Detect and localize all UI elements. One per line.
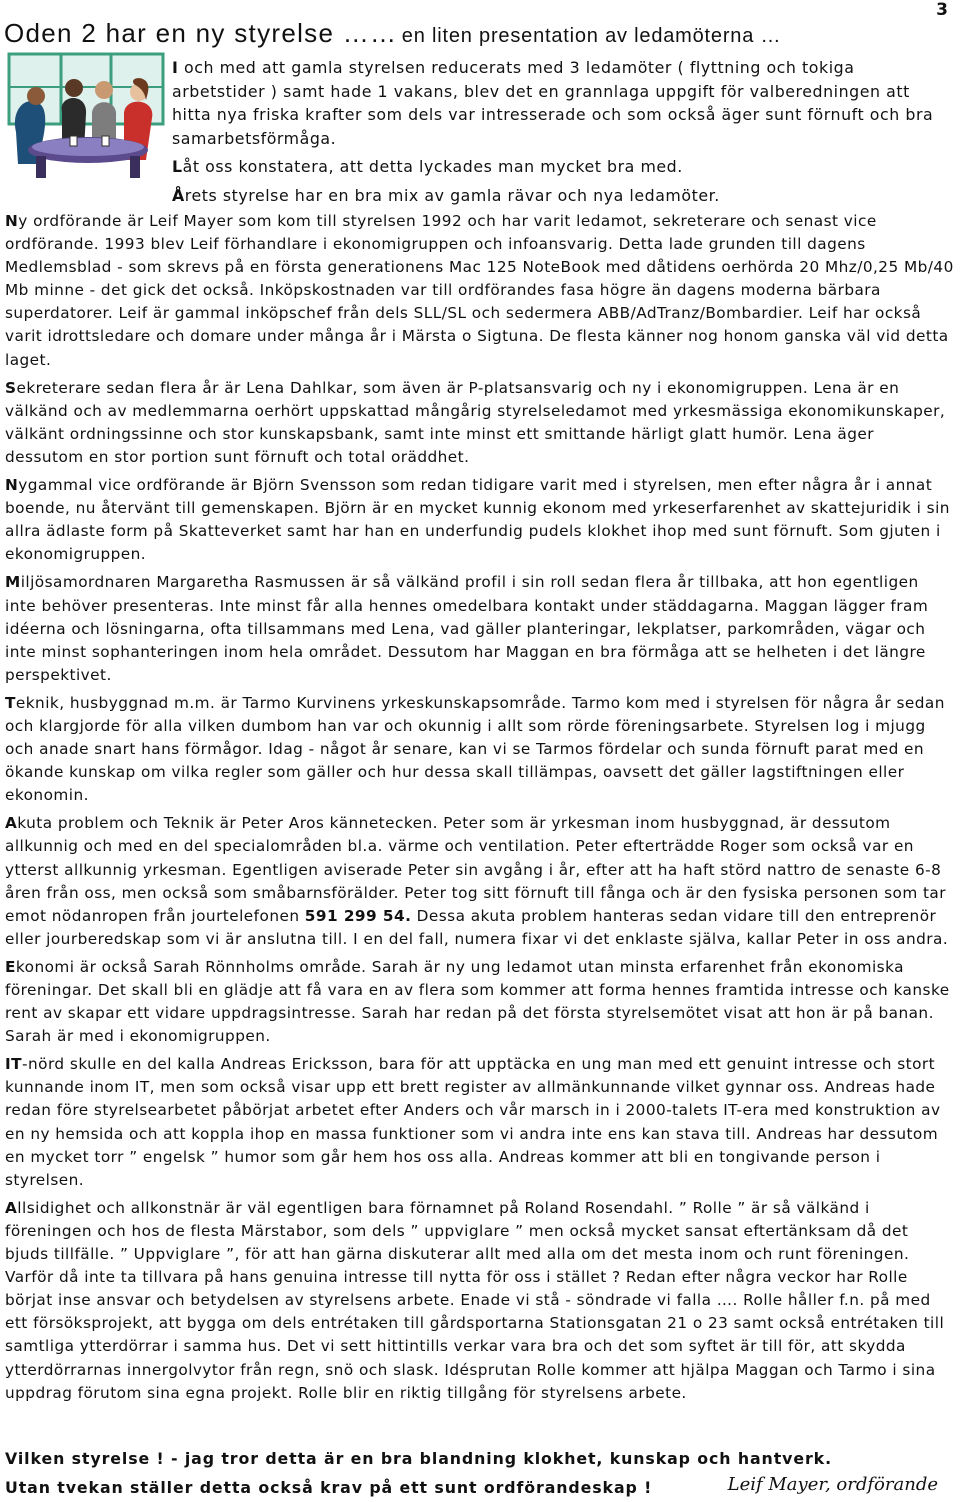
paragraph-environment: Miljösamordnaren Margaretha Rasmussen är så välkänd profil i sin roll sedan flera år tillbaka, att hon egentligen inte behöver presenteras. Inte minst får alla hennes omedelbara kontakt under städdagarna. Maggan lägger fram idéerna och lösningarna, ofta tillsammans med Lena, vad gäller planteringar, lekplatser, parkområden, vägar och inte minst sophanteringen inom hela området. Dessutom har Maggan en bra förmåga att se helheten i det längre perspektivet.	[5, 573, 929, 684]
paragraph-secretary: Sekreterare sedan flera år är Lena Dahlkar, som även är P-platsansvarig och ny i ekonomigruppen. Lena är en välkänd och av medlemmarna oerhört uppskattad mångårig styrelseledamot med yrkesmässiga ekonomikunskaper, välkänt ordningssinne och stor kunskapsbank, samt inte minst ett smittande härligt glatt humör. Lena äger dessutom en stor portion sunt förnuft och total oräddhet.	[5, 378, 946, 466]
intro-paragraph: I och med att gamla styrelsen reducerats med 3 ledamöter ( flyttning och tokiga arbetstider ) samt hade 1 vakans, blev det en grannlaga uppgift för valberedningen att hitta nya friska krafter som dels var intresserade och som också äger sunt förnuft och bra samarbetsförmåga.	[172, 58, 934, 148]
meeting-illustration	[6, 52, 166, 180]
paragraph-chairman: Ny ordförande är Leif Mayer som kom till styrelsen 1992 och har varit ledamot, sekreterare och senast vice ordförande. 1993 blev Leif förhandlare i ekonomigruppen och infoansvarig. Detta lade grunden till dagens Medlemsblad - som skrevs på en första generationens Mac 125 NoteBook med dåtidens oerhörda 20 Mhz/0,25 Mb/40 Mb minne - det gick det också. Inköpskostnaden var till ordförandes fasa högre än dagens moderna bärbara superdatorer. Leif är gammal inköpschef från dels SLL/SL och sedermera ABB/AdTranz/Bombardier. Leif har också varit idrottsledare och domare under många år i Märsta o Sigtuna. De flesta känner nog honom ganska väl vid detta laget.	[5, 212, 954, 369]
intro-paragraph: Låt oss konstatera, att detta lyckades man mycket bra med.	[172, 157, 683, 176]
intro-paragraph: Årets styrelse har en bra mix av gamla rävar och nya ledamöter.	[172, 185, 720, 205]
closing-line-2: Utan tvekan ställer detta också krav på ett sunt ordförandeskap !	[5, 1478, 653, 1497]
title-main: Oden 2 har en ny styrelse ……	[4, 18, 398, 48]
page-number: 3	[936, 0, 948, 20]
paragraph-technology: Teknik, husbyggnad m.m. är Tarmo Kurvinens yrkeskunskapsområde. Tarmo kom med i styrelsen för några år sedan och klargjorde för alla vilken dumbom han var och okunnig i allt som rörde föreningsarbete. Styrelsen log i mjugg och anade snart hans förmågor. Idag - något år senare, kan vi se Tarmos fördelar och sunda förnuft parat med en ökande kunskap om vilka regler som gäller och hur dessa skall tillämpas, oavsett det gäller lagstiftningen eller ekonomin.	[5, 693, 945, 805]
page-title	[4, 18, 781, 49]
paragraph-it: IT-nörd skulle en del kalla Andreas Ericksson, bara för att upptäcka en ung man med ett genuint intresse och stort kunnande inom IT, men som också visar upp ett brett register av allmänkunnande vilket gynnar oss. Andreas hade redan före styrelsearbetet påbörjat arbetet efter Anders och vår marsch in i 2000-talets IT-era med konstruktion av en ny hemsida och att koppla ihop en massa funktioner som vi andra inte ens kan stava till. Andreas har dessutom en mycket torr ” engelsk ” humor som går hem hos oss alla. Andreas kommer att bli en tongivande person i styrelsen.	[5, 1055, 941, 1189]
title-subtitle: en liten presentation av ledamöterna …	[401, 25, 782, 47]
on-call-phone-number: 591 299 54.	[304, 906, 412, 925]
closing-line-1: Vilken styrelse ! - jag tror detta är en bra blandning klokhet, kunskap och hantverk.	[5, 1449, 832, 1468]
signature: Leif Mayer, ordförande	[727, 1474, 938, 1495]
intro-text	[172, 56, 952, 207]
paragraph-urgent-problems: Akuta problem och Teknik är Peter Aros kännetecken. Peter som är yrkesman inom husbyggnad, är dessutom allkunnig och med en del specialområden bl.a. värme och ventilation. Peter efterträdde Roger som också var en ytterst allkunnig yrkesman. Egentligen aviserade Peter sin avgång i år, efter att ha haft störd nattro de senaste 6-8 åren från oss, men också som småbarnsförälder. Peter tog sitt förnuft till fånga och är den fysiska personen som tar emot nödanropen från jourtelefonen 591 299 54. Dessa akuta problem hanteras sedan vidare till den entreprenör eller jourberedskap som vi är anslutna till. I en del fall, numera fixar vi det enklaste själva, kallar Peter in oss andra.	[5, 814, 949, 948]
paragraph-vice-chairman: Nygammal vice ordförande är Björn Svensson som redan tidigare varit med i styrelsen, men efter några år i annat boende, nu återvänt till gemenskapen. Björn är en mycket kunnig ekonom med yrkeserfarenhet av skattejuridik i sin allra ädlaste form på Skatteverket samt har han en underfundig pudels klokhet ihop med sunt förnuft. Som gjuten i ekonomigruppen.	[5, 476, 950, 564]
member-presentations	[5, 210, 955, 1410]
paragraph-all-rounder: Allsidighet och allkonstnär är väl egentligen bara förnamnet på Roland Rosendahl. ” Rolle ” är så välkänd i föreningen och hos de flesta Märstabor, som dels ” uppviglare ” men också mycket sansat eftertänksam då det bjuds tillfälle. ” Uppviglare ”, för att han gärna diskuterar allt med alla om det mesta inom och runt föreningen. Varför då inte ta tillvara på hans genuina intresse till nytta för oss i stället ? Redan efter några veckor har Rolle börjat inse ansvar och betydelsen av styrelsens arbete. Enade vi stå - söndrade vi falla …. Rolle håller f.n. på med ett försöksprojekt, att bygga om dels entrétaken till gårdsportarna Stationsgatan 21 o 23 samt också entrétaken till samtliga ytterdörrar i samma hus. Det vi sett hittintills verkar vara bra och det som syftet är till för, att skydda ytterdörrarnas innergolvytor från regn, snö och slask. Idésprutan Rolle kommer att hjälpa Maggan och Tarmo i sina uppdrag förutom sina egna projekt. Rolle blir en riktig tillgång för styrelsens arbete.	[5, 1198, 945, 1402]
paragraph-economy: Ekonomi är också Sarah Rönnholms område. Sarah är ny ung ledamot utan minsta erfarenhet från ekonomiska föreningar. Det skall bli en glädje att få vara en av flera som kommer att forma hennes framtida intresse och kanske rent av skapar ett vidare uppdragsintresse. Sarah har redan på det första styrelsemötet visat att hon är på banan. Sarah är med i ekonomigruppen.	[5, 957, 950, 1046]
